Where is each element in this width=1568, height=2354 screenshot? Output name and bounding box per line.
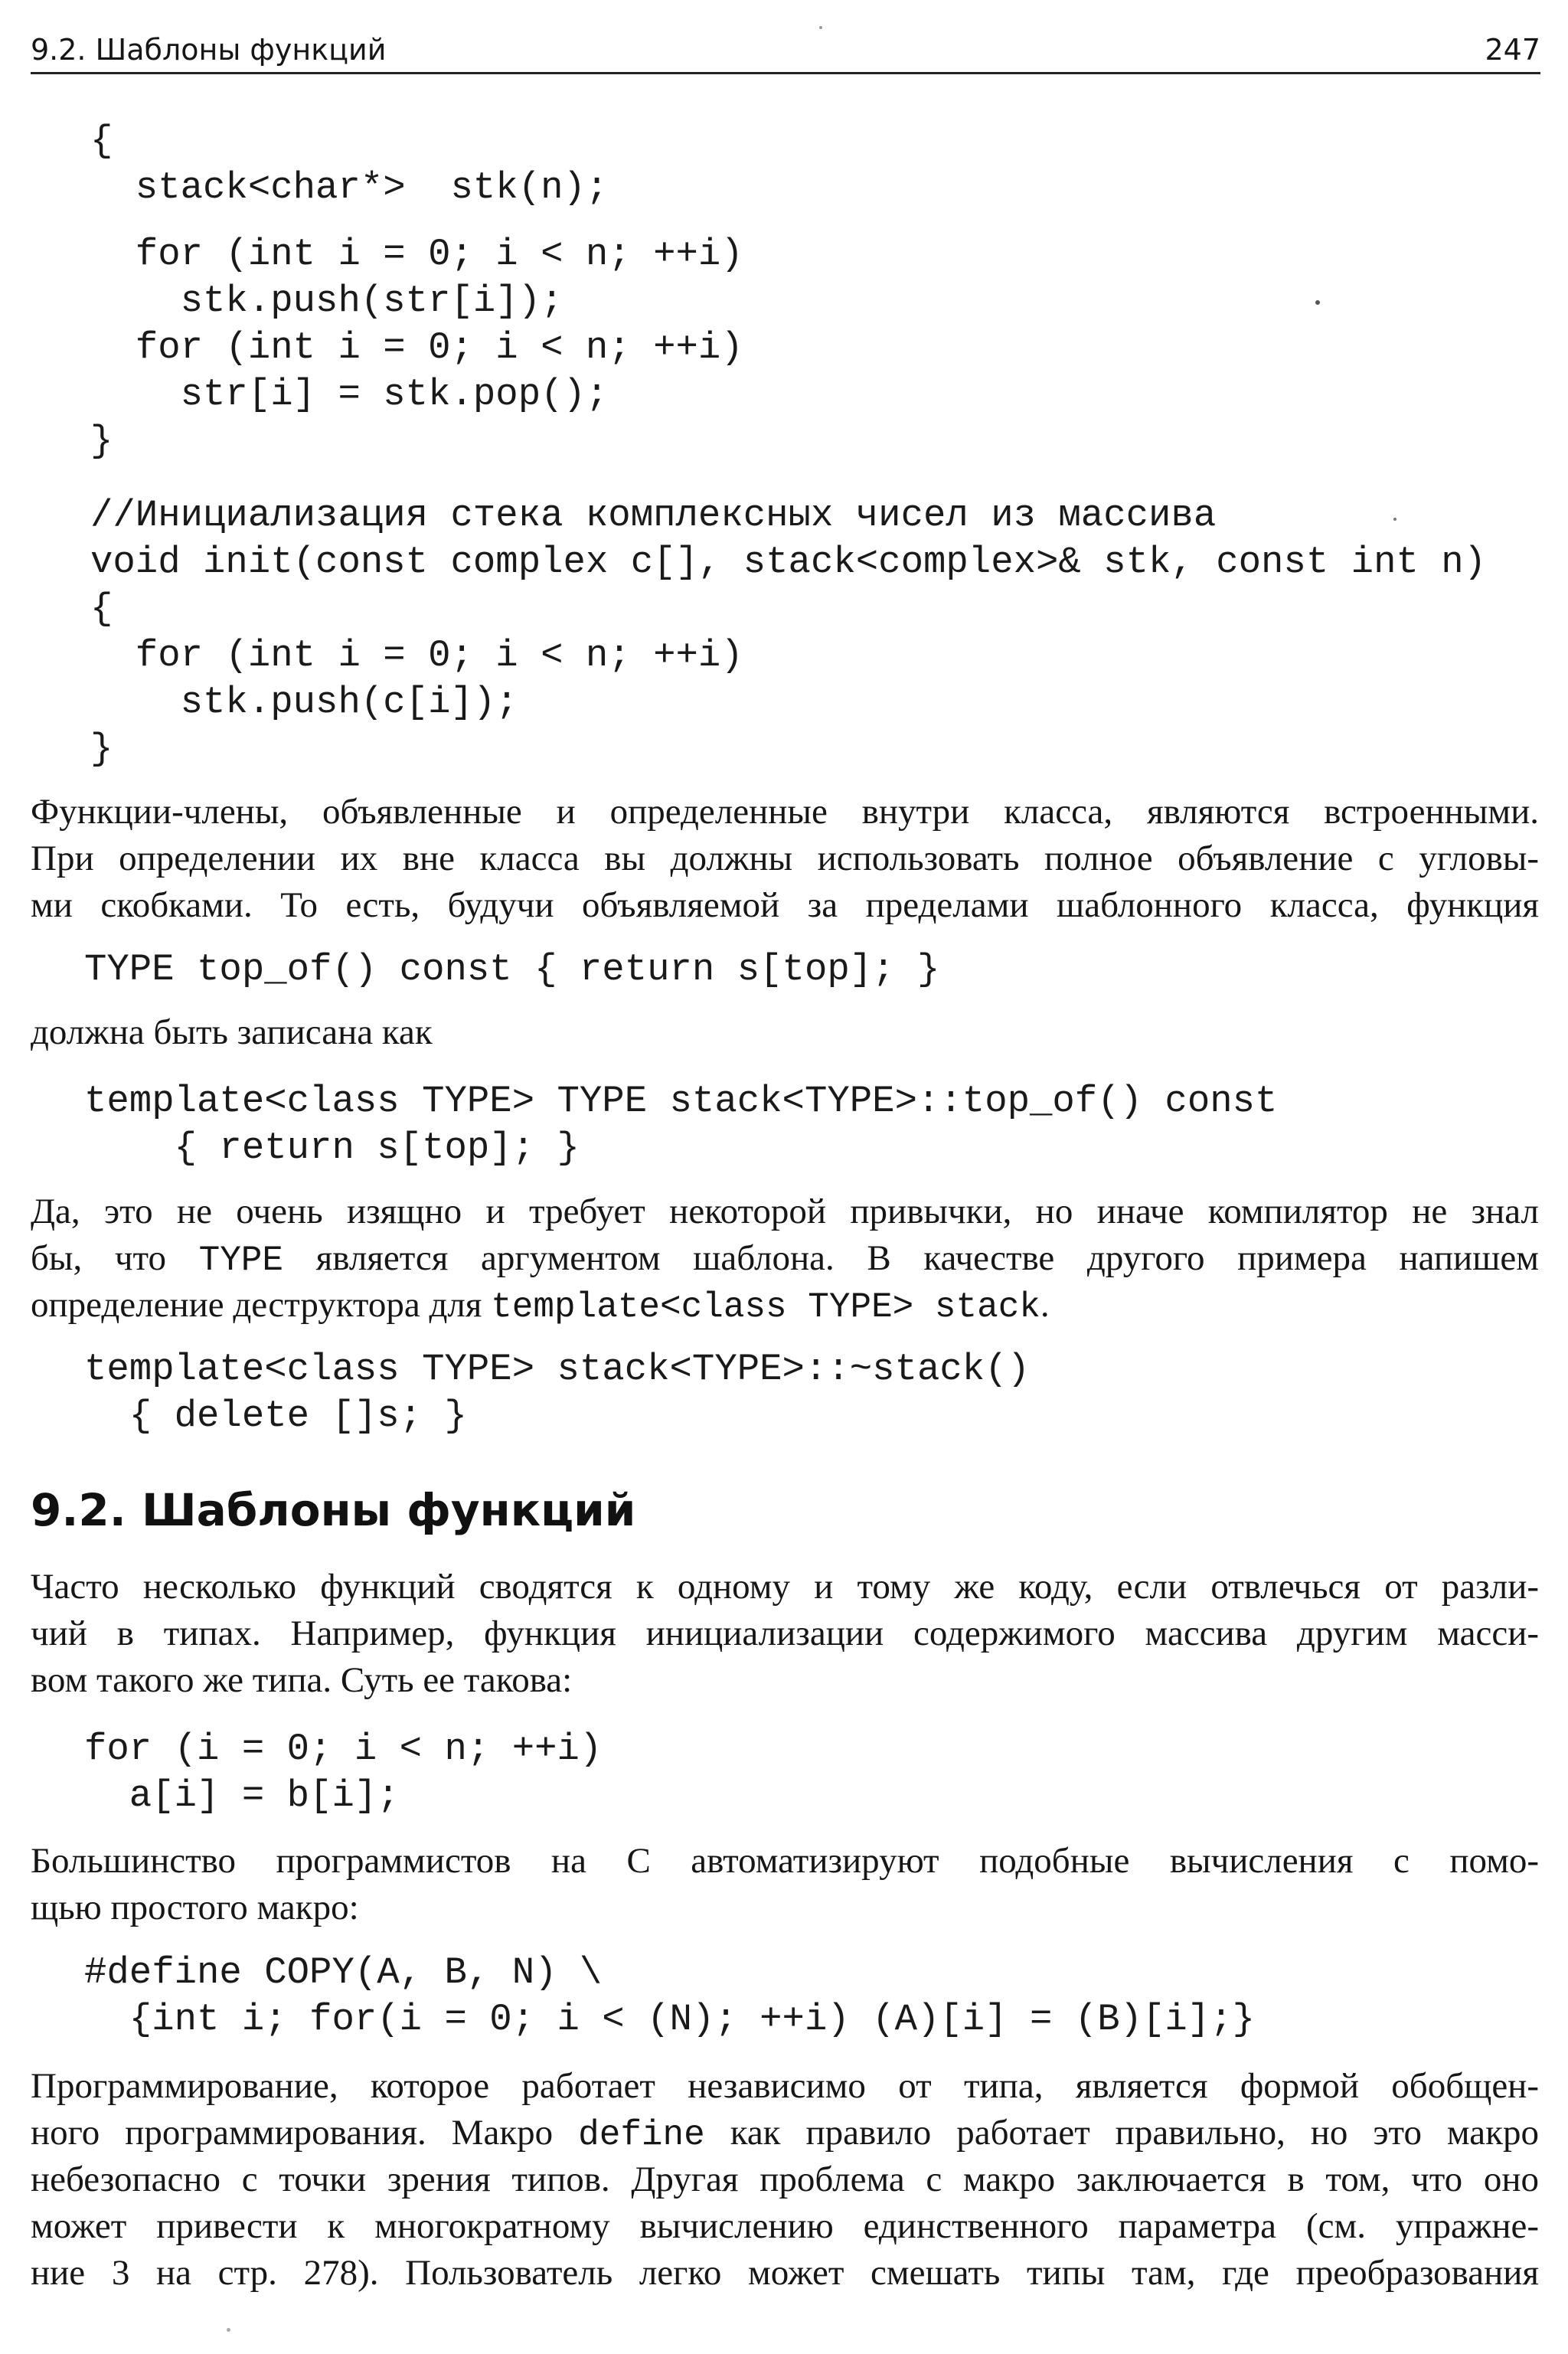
code-listing [84,1346,1568,1440]
paragraph-member-functions [31,789,1539,929]
paragraph-line: небезопасно с точки зрения типов. Другая проблема с макро заключается в том, что оно [31,2159,1539,2199]
code-line: } [90,727,113,770]
paragraph-line: щью простого макро: [31,1888,359,1927]
code-line: template<class TYPE> TYPE stack<TYPE>::top_of() const [84,1080,1278,1123]
code-line: for (int i = 0; i < n; ++i) [90,634,743,677]
code-line-blank [90,465,1568,492]
paragraph-function-templates-intro [31,1564,1539,1704]
paragraph-generic-programming [31,2063,1539,2297]
code-comment-line: //Инициализация стека комплексных чисел из массива [90,494,1217,537]
scan-speck [819,26,822,29]
paragraph-line: чий в типах. Например, функция инициализации содержимого массива другим масси- [31,1613,1539,1653]
code-listing [84,1078,1568,1172]
code-line: TYPE top_of() const { return s[top]; } [84,948,940,991]
paragraph-line: ми скобками. То есть, будучи объявляемой за пределами шаблонного класса, функция [31,885,1539,925]
text-run: бы, что [31,1238,199,1278]
paragraph-must-be-written [31,1009,1539,1056]
code-line: for (i = 0; i < n; ++i) [84,1728,603,1770]
paragraph-line: Да, это не очень изящно и требует некоторой привычки, но иначе компилятор не знал [31,1192,1539,1231]
code-line: { [90,587,113,630]
inline-code: TYPE [198,1241,284,1280]
running-header-title: 9.2. Шаблоны функций [31,33,387,67]
code-block-copy-loop [84,1726,1568,1819]
code-line: } [90,420,113,463]
code-block-stack-reverse [90,118,1568,773]
paragraph-macro-intro [31,1838,1539,1931]
code-line: for (int i = 0; i < n; ++i) [90,233,743,276]
code-line: { return s[top]; } [84,1126,580,1169]
inline-code: template<class TYPE> stack [491,1287,1040,1327]
code-listing [84,947,1568,993]
code-block-copy-macro [84,1950,1568,2043]
paragraph-line: должна быть записана как [31,1012,433,1052]
code-block-top-of [84,947,1568,993]
code-line: template<class TYPE> stack<TYPE>::~stack() [84,1348,1031,1391]
code-listing [84,1726,1568,1819]
paragraph-line [31,2110,1539,2156]
text-run: ного программирования. Макро [31,2113,579,2153]
paragraph-line: При определении их вне класса вы должны использовать полное объявление с угловы- [31,839,1539,878]
paragraph-line [31,1235,1539,1282]
scan-speck [227,2328,230,2332]
scan-speck [1315,300,1320,305]
text-run: определение деструктора для [31,1285,492,1325]
code-line: str[i] = stk.pop(); [90,373,609,416]
code-block-template-top-of [84,1078,1568,1172]
code-line: void init(const complex c[], stack<complex>& stk, const int n) [90,541,1487,584]
code-listing [84,1950,1568,2043]
paragraph-line: вом такого же типа. Суть ее такова: [31,1660,573,1700]
paragraph-line: Программирование, которое работает независимо от типа, является формой обобщен- [31,2066,1539,2106]
code-line: stack<char*> stk(n); [90,166,609,209]
code-line: { delete []s; } [84,1394,467,1437]
section-heading: 9.2. Шаблоны функций [31,1484,636,1536]
code-line: stk.push(c[i]); [90,681,518,724]
paragraph-template-argument [31,1188,1539,1329]
paragraph-line: Большинство программистов на С автоматизируют подобные вычисления с помо- [31,1841,1539,1881]
code-listing [90,118,1568,773]
code-line-blank [90,211,1568,231]
running-header [31,28,1540,74]
page-number: 247 [1485,33,1540,67]
paragraph-line: Часто несколько функций сводятся к одному и тому же коду, если отвлечься от разли- [31,1567,1539,1607]
code-line: stk.push(str[i]); [90,280,564,322]
code-block-destructor [84,1346,1568,1440]
inline-code: define [578,2115,705,2155]
code-line: {int i; for(i = 0; i < (N); ++i) (A)[i] = (B)[i];} [84,1998,1256,2041]
paragraph-line: Функции-члены, объявленные и определенные внутри класса, являются встроенными. [31,792,1539,832]
paragraph-line: ние 3 на стр. 278). Пользователь легко может смешать типы там, где преобразования [31,2253,1539,2293]
scan-speck [1393,518,1396,521]
code-line: #define COPY(A, B, N) \ [84,1951,603,1994]
text-run: является аргументом шаблона. В качестве другого примера напишем [283,1238,1539,1278]
code-line: for (int i = 0; i < n; ++i) [90,326,743,369]
code-line: a[i] = b[i]; [84,1774,400,1817]
paragraph-line [31,1282,1539,1329]
text-run: . [1040,1285,1050,1325]
code-line: { [90,119,113,162]
text-run: как правило работает правильно, но это макро [704,2113,1539,2153]
paragraph-line: может привести к многократному вычислению единственного параметра (см. упражне- [31,2206,1539,2246]
